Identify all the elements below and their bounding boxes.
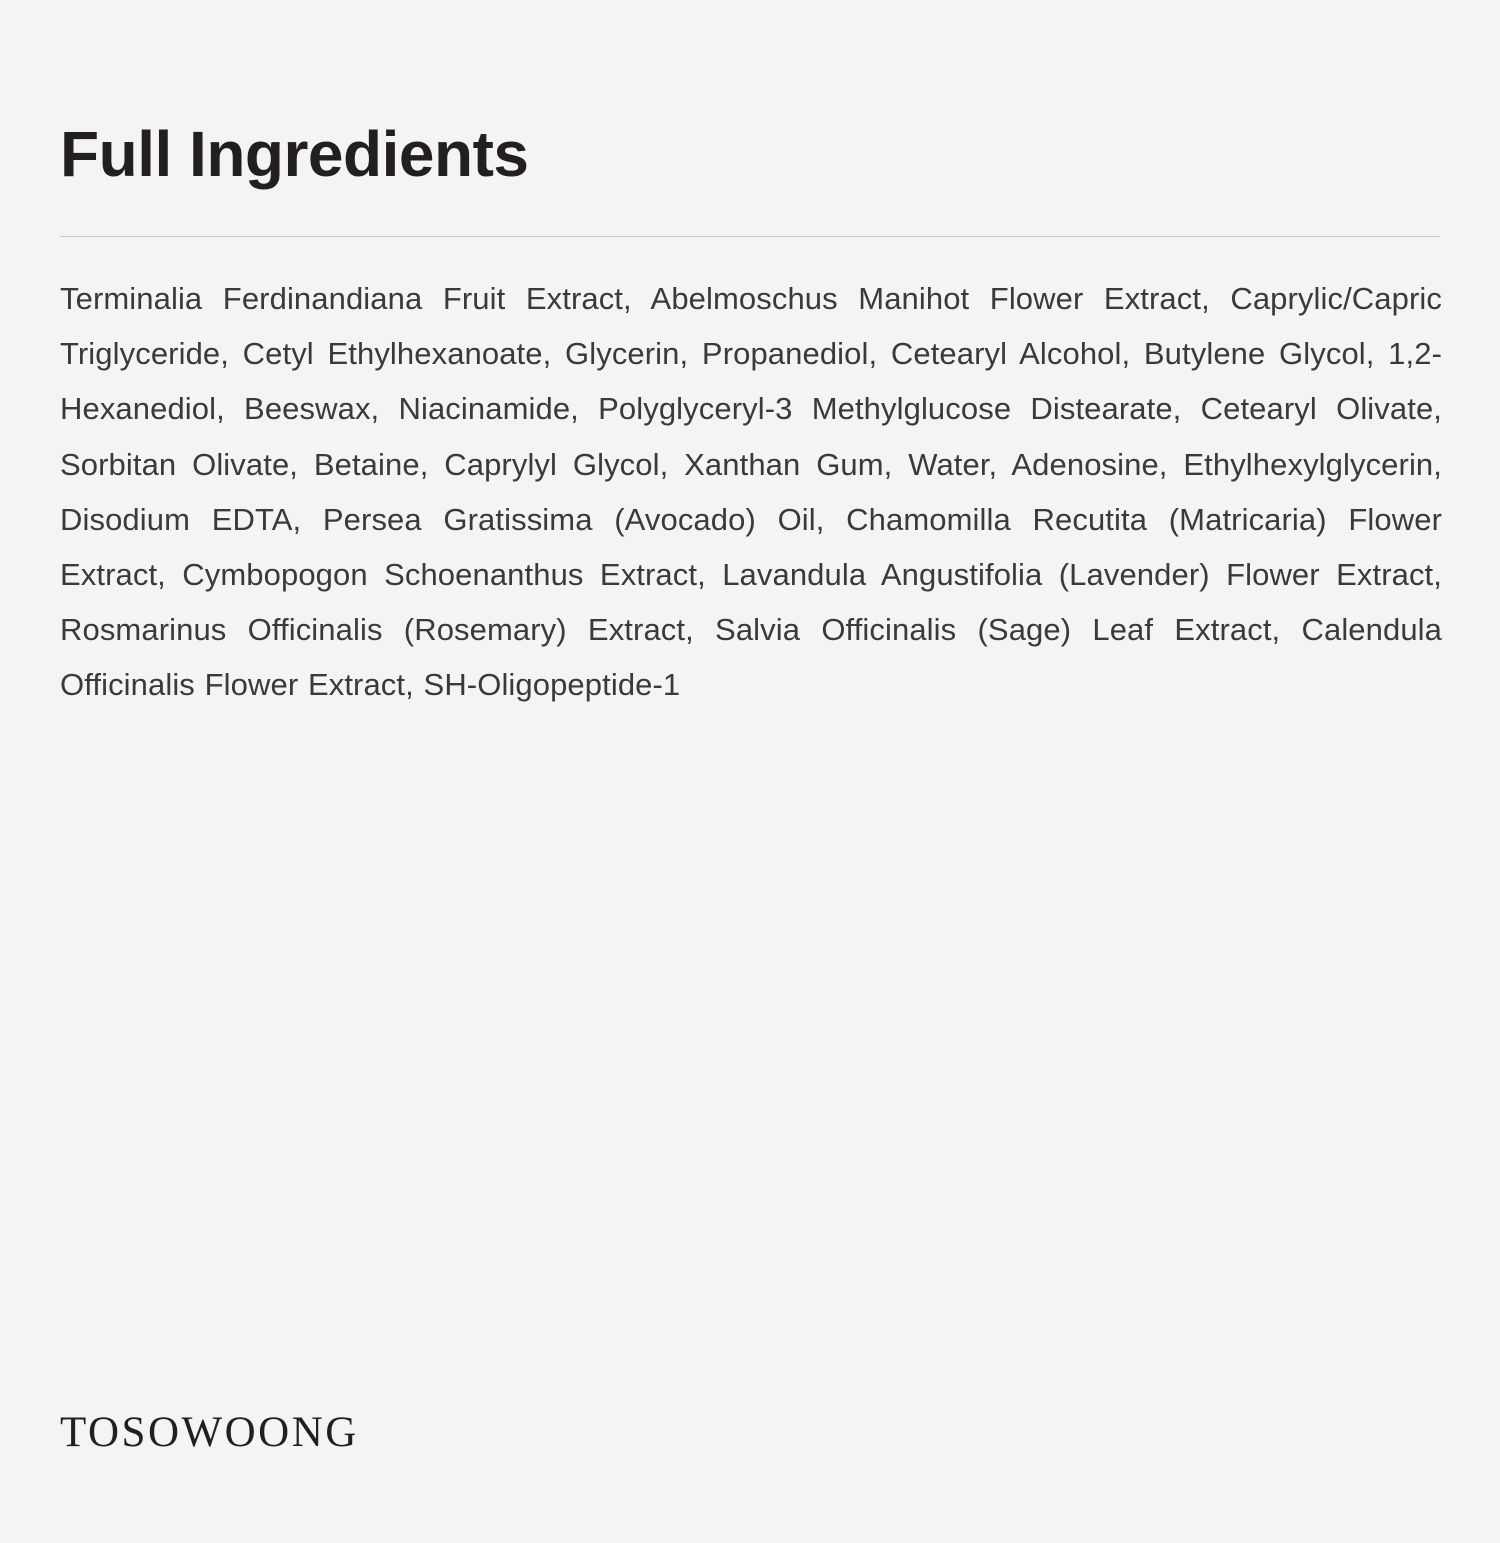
brand-wordmark: TOSOWOONG [60, 1408, 359, 1456]
title-divider [60, 236, 1440, 237]
page-title: Full Ingredients [60, 117, 529, 190]
ingredients-page [0, 43, 1500, 1543]
ingredients-body-text: Terminalia Ferdinandiana Fruit Extract, Abelmoschus Manihot Flower Extract, Caprylic/Capric Triglyceride, Cetyl Ethylhexanoate, Glycerin, Propanediol, Cetearyl Alcohol, Butylene Glycol, 1,2-Hexanediol, Beeswax, Niacinamide, Polyglyceryl-3 Methylglucose Distearate, Cetearyl Olivate, Sorbitan Olivate, Betaine, Caprylyl Glycol, Xanthan Gum, Water, Adenosine, Ethylhexylglycerin, Disodium EDTA, Persea Gratissima (Avocado) Oil, Chamomilla Recutita (Matricaria) Flower Extract, Cymbopogon Schoenanthus Extract, Lavandula Angustifolia (Lavender) Flower Extract, Rosmarinus Officinalis (Rosemary) Extract, Salvia Officinalis (Sage) Leaf Extract, Calendula Officinalis Flower Extract, SH-Oligopeptide-1 [60, 281, 1442, 703]
